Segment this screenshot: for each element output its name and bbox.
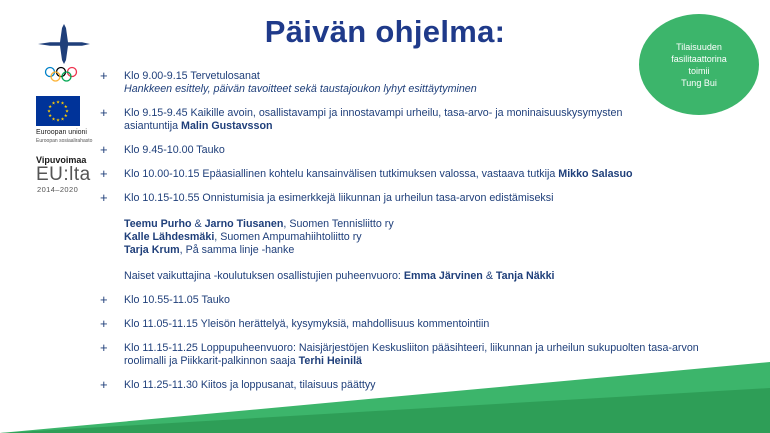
agenda-text: Klo 9.45-10.00 Tauko: [124, 144, 225, 156]
svg-text:★: ★: [51, 117, 56, 123]
vipuvoimaa-years: 2014–2020: [37, 185, 79, 194]
agenda-text: Klo 10.15-10.55 Onnistumisia ja esimerkkejä liikunnan ja urheilun tasa-arvon edistämiseksi: [124, 192, 554, 204]
agenda-text: Klo 10.00-10.15 Epäasiallinen kohtelu kansainvälisen tutkimuksen valossa, vastaava tutkija: [124, 168, 559, 180]
ampersand: &: [482, 270, 496, 282]
plus-bullet-icon: +: [100, 292, 108, 307]
agenda-text: Naiset vaikuttajina -koulutuksen osallistujien puheenvuoro:: [124, 270, 404, 282]
speaker-name: Tarja Krum: [124, 244, 180, 256]
plus-bullet-icon: +: [100, 377, 108, 392]
agenda-line: [124, 168, 750, 181]
agenda-text-line-2: [124, 120, 750, 133]
agenda-item: [100, 294, 750, 307]
eu-flag-icon: [36, 96, 80, 126]
speaker-name: Malin Gustavsson: [181, 120, 273, 132]
agenda-text-continued: asiantuntija: [124, 120, 182, 132]
presenter-line: [124, 244, 750, 257]
vipuvoimaa-title: Vipuvoimaa: [36, 155, 87, 165]
agenda-text: Klo 11.05-11.15 Yleisön herättelyä, kysymyksiä, mahdollisuus kommentointiin: [124, 318, 490, 330]
badge-line-2: fasilitaattorina: [671, 53, 727, 64]
eu-fund-label: Euroopan sosiaalirahasto: [36, 138, 93, 144]
agenda-text: Klo 11.25-11.30 Kiitos ja loppusanat, tilaisuus päättyy: [124, 379, 376, 391]
plus-bullet-icon: +: [100, 316, 108, 331]
svg-text:★: ★: [64, 109, 70, 115]
plus-bullet-icon: +: [100, 68, 108, 83]
svg-text:★: ★: [60, 101, 65, 107]
agenda-text: Klo 11.15-11.25 Loppupuheenvuoro: Naisjärjestöjen Keskusliiton pääsihteeri, liikunnan ja urheilun sukupuolten tasa-arvon: [124, 342, 699, 354]
agenda-item: [100, 379, 750, 392]
agenda-item: [100, 318, 750, 331]
speaker-name: Terhi Heinilä: [298, 355, 362, 367]
agenda-item: [100, 144, 750, 157]
speaker-org: , Suomen Ampumahiihtoliitto ry: [214, 231, 362, 243]
speaker-name: Emma Järvinen: [403, 270, 483, 282]
speaker-name: Jarno Tiusanen: [204, 218, 284, 230]
agenda-item: [100, 192, 750, 283]
plus-bullet-icon: +: [100, 105, 108, 120]
speaker-org: , På samma linje -hanke: [179, 244, 295, 256]
speaker-name: Tanja Näkki: [495, 270, 555, 282]
badge-line-1: Tilaisuuden: [676, 41, 722, 52]
svg-text:★: ★: [55, 100, 61, 106]
agenda-text: Klo 10.55-11.05 Tauko: [124, 294, 230, 306]
agenda-subtitle: Hankkeen esittely, päivän tavoitteet sekä taustajoukon lyhyt esittäytyminen: [124, 83, 477, 95]
agenda-item: [100, 168, 750, 181]
page-title: Päivän ohjelma:: [264, 14, 506, 49]
agenda-item: [100, 70, 750, 96]
eu-label: Euroopan unioni: [36, 129, 87, 136]
presenter-line: [124, 231, 750, 244]
speaker-name: Mikko Salasuo: [558, 168, 633, 180]
presenter-line: [124, 270, 750, 283]
svg-text:★: ★: [48, 114, 53, 119]
olympic-rings-icon: [44, 66, 78, 82]
badge-line-3: toimii: [688, 65, 710, 76]
agenda-item: [100, 107, 750, 133]
svg-text:★: ★: [46, 109, 52, 115]
agenda-text: Klo 9.15-9.45 Kaikille avoin, osallistavampi ja innostavampi urheilu, tasa-arvo- ja moninaisuuskysymysten: [124, 107, 623, 119]
svg-text:★: ★: [48, 105, 53, 110]
speaker-org: , Suomen Tennisliitto ry: [283, 218, 394, 230]
svg-text:★: ★: [55, 118, 61, 124]
agenda-text-continued: roolimalli ja Piikkarit-palkinnon saaja: [124, 355, 299, 367]
badge-line-4: Tung Bui: [681, 77, 717, 88]
plus-bullet-icon: +: [100, 340, 108, 355]
svg-text:★: ★: [60, 117, 65, 123]
agenda-list: [100, 70, 750, 392]
speaker-name: Teemu Purho: [124, 218, 192, 230]
vipuvoimaa-eu-label: EU:lta: [36, 164, 91, 185]
plus-bullet-icon: +: [100, 166, 108, 181]
svg-text:★: ★: [51, 101, 56, 107]
ampersand: &: [191, 218, 205, 230]
plus-bullet-icon: +: [100, 190, 108, 205]
svg-text:★: ★: [63, 114, 68, 119]
agenda-text-line-2: [124, 355, 750, 368]
plus-bullet-icon: +: [100, 142, 108, 157]
presenter-line: [124, 218, 750, 231]
speaker-name: Kalle Lähdesmäki: [124, 231, 215, 243]
agenda-time: Klo 9.00-9.15 Tervetulosanat: [124, 70, 260, 82]
agenda-item: [100, 342, 750, 368]
svg-text:★: ★: [63, 105, 68, 110]
